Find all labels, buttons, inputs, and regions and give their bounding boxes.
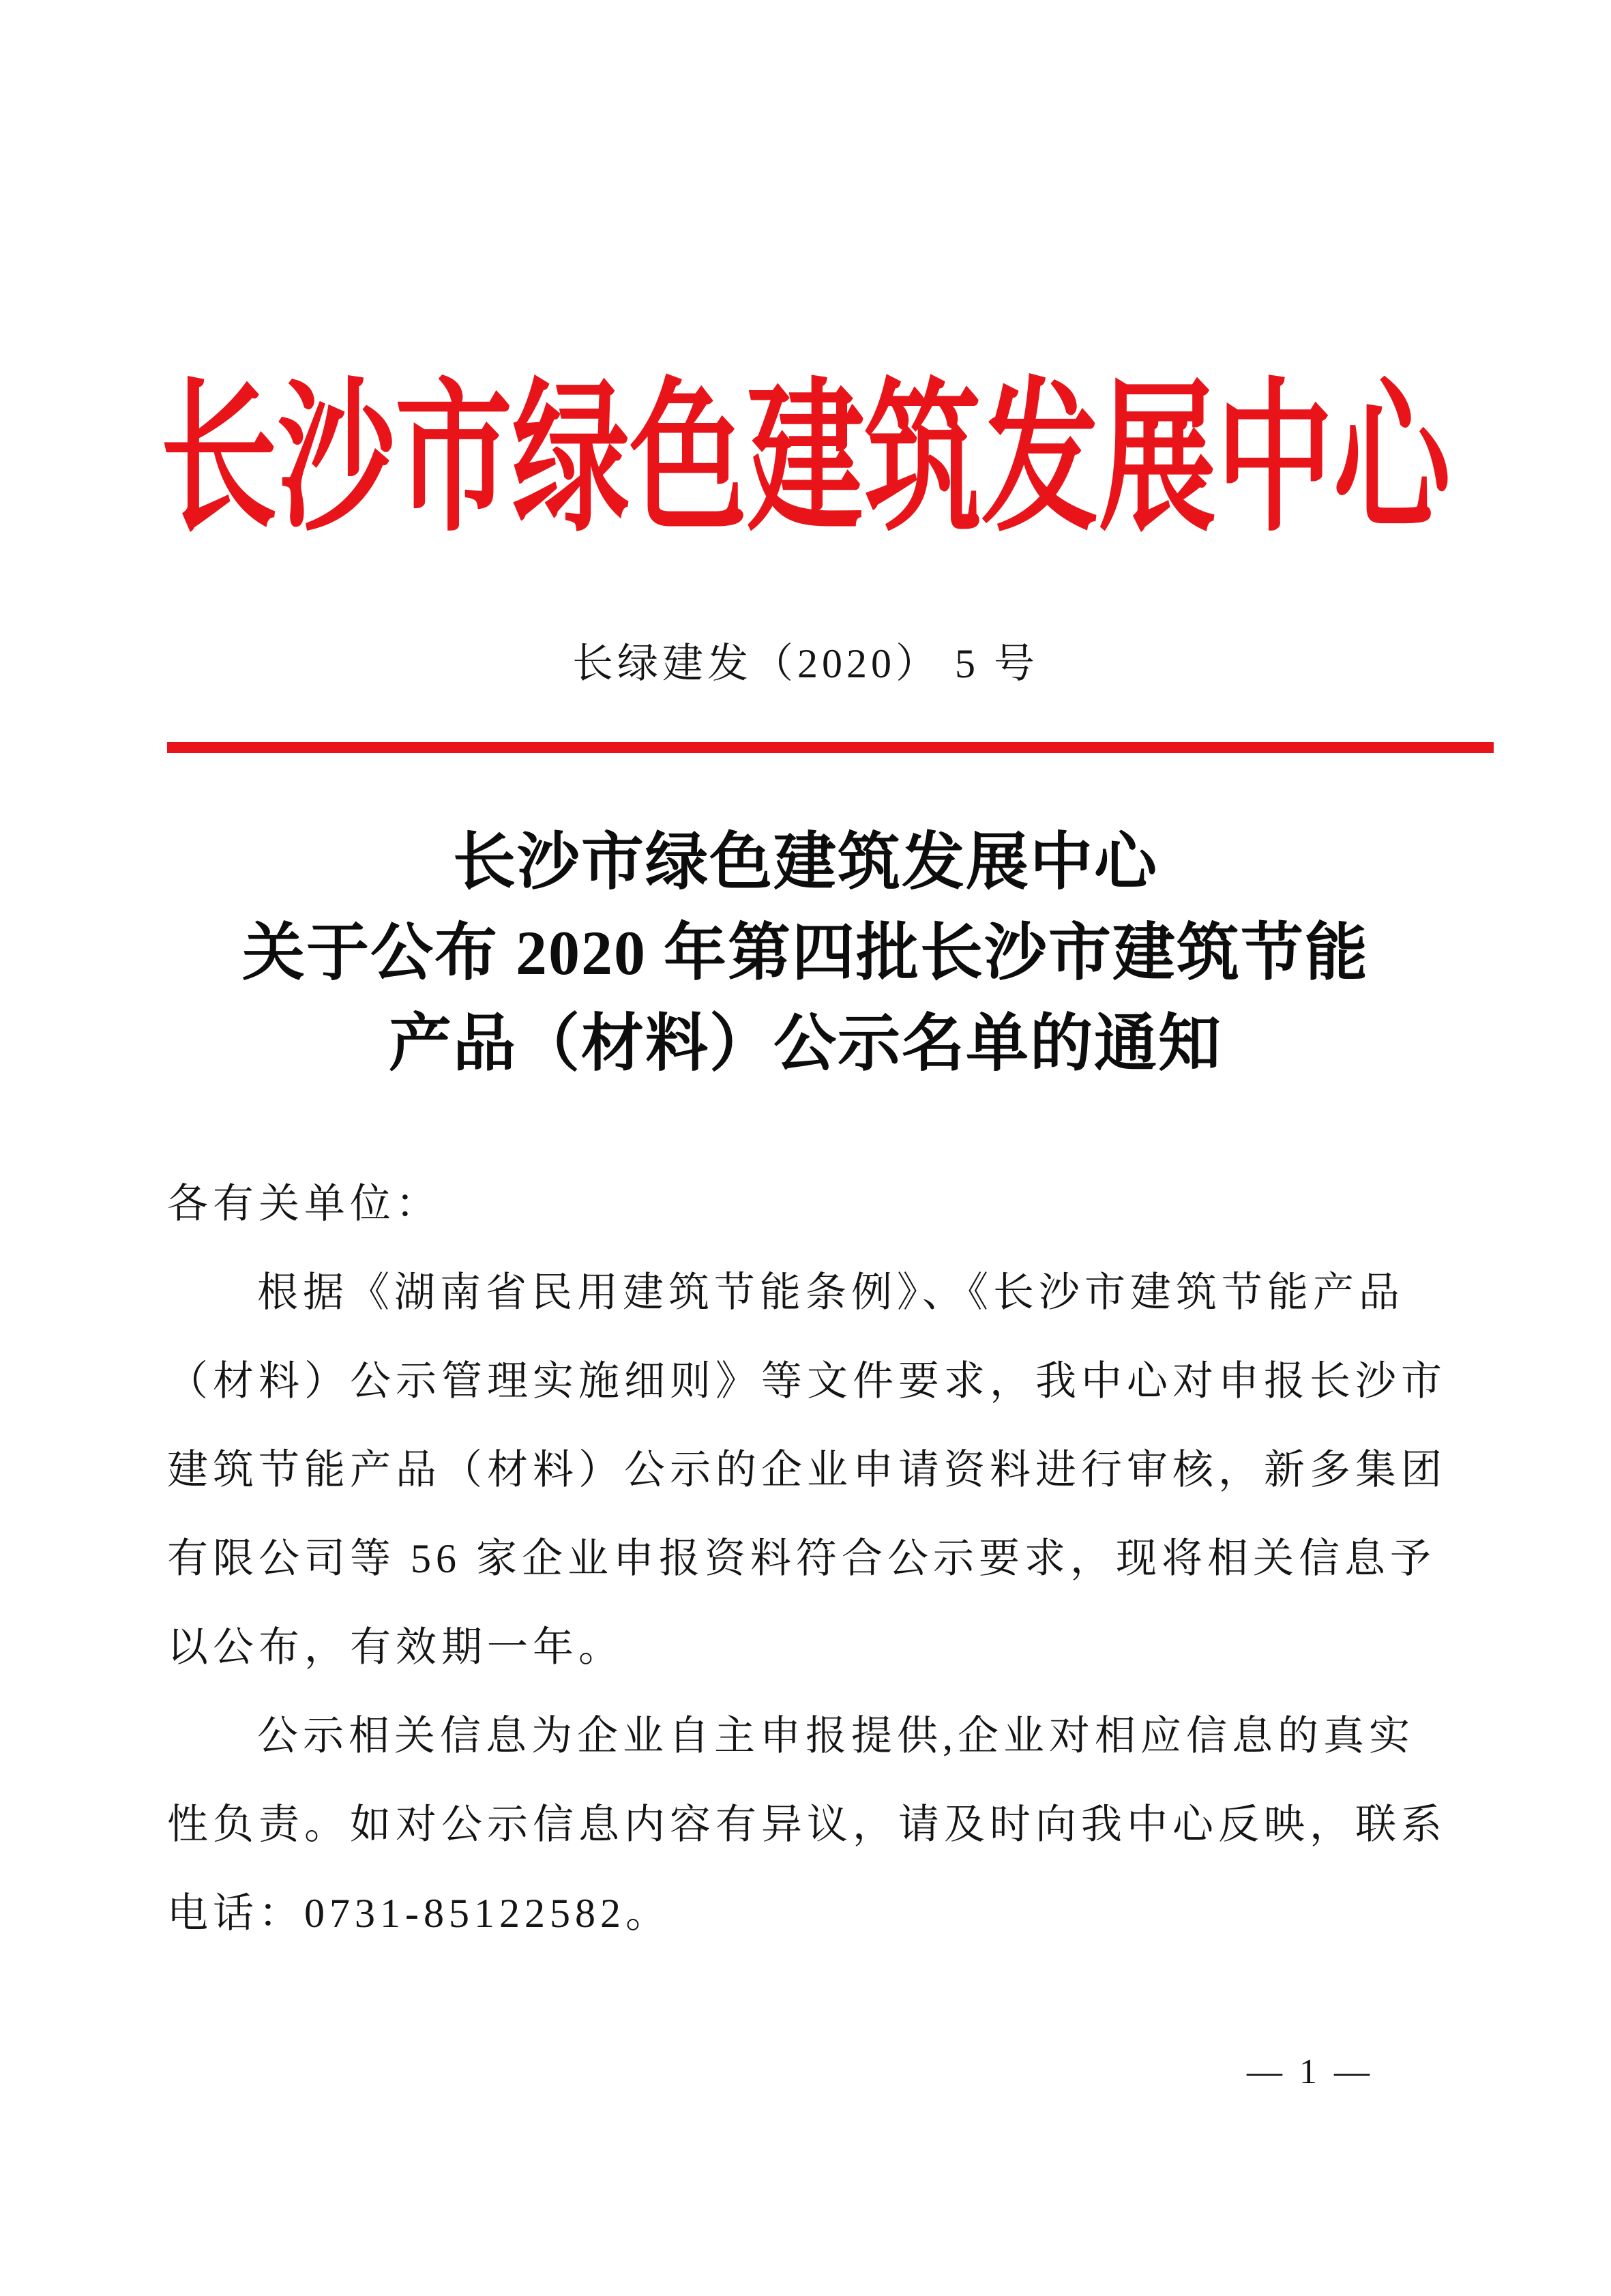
- letterhead-org-title: 长沙市绿色建筑发展中心: [160, 370, 1451, 552]
- document-title-line-1: 长沙市绿色建筑发展中心: [452, 827, 1158, 897]
- red-divider-line: [167, 742, 1494, 753]
- body-line: 以公布，有效期一年。: [167, 1625, 624, 1670]
- page-number: — 1 —: [1247, 2052, 1374, 2091]
- doc-reference-number: 长绿建发（2020） 5 号: [572, 641, 1039, 686]
- document-title-line-3: 产品（材料）公示名单的通知: [388, 1009, 1222, 1078]
- body-line: 性负责。如对公示信息内容有异议，请及时向我中心反映，联系: [167, 1802, 1447, 1847]
- document-title: [0, 817, 1611, 1089]
- document-title-line-2: 关于公布 2020 年第四批长沙市建筑节能: [241, 918, 1369, 988]
- body-line: 电话：0731-85122582。: [167, 1891, 671, 1936]
- body-line: 根据《湖南省民用建筑节能条例》、《长沙市建筑节能产品: [257, 1270, 1404, 1315]
- body-line: 建筑节能产品（材料）公示的企业申请资料进行审核，新多集团: [167, 1447, 1447, 1492]
- salutation: 各有关单位：: [167, 1181, 441, 1226]
- body-line: （材料）公示管理实施细则》等文件要求，我中心对申报长沙市: [167, 1359, 1447, 1404]
- document-body: [167, 1160, 1449, 1958]
- body-line: 有限公司等 56 家企业申报资料符合公示要求，现将相关信息予: [167, 1536, 1436, 1581]
- body-line: 公示相关信息为企业自主申报提供,企业对相应信息的真实: [257, 1713, 1415, 1758]
